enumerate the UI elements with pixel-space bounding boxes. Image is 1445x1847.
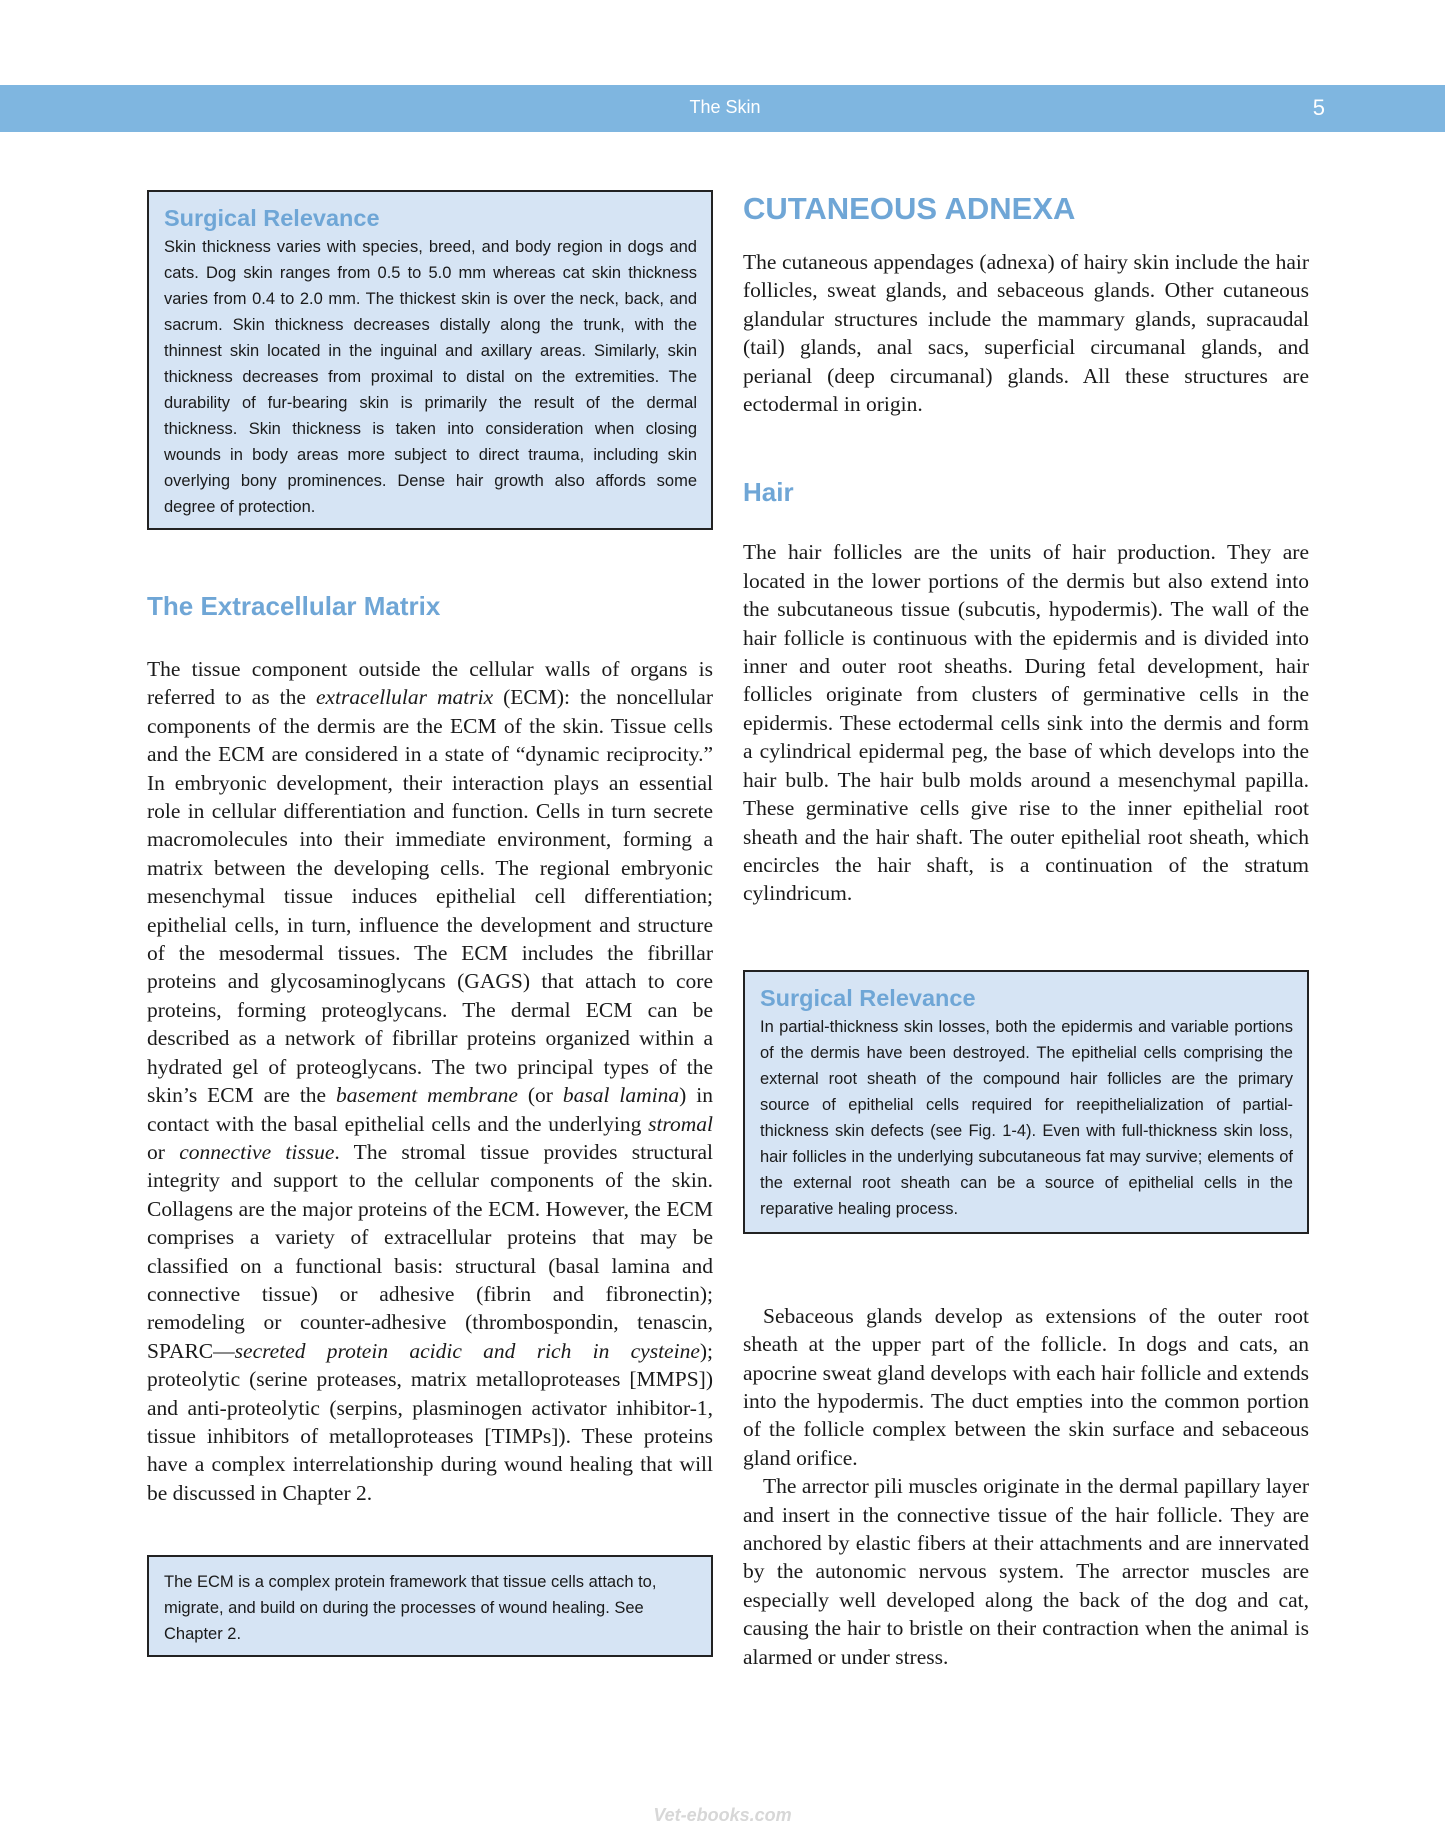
surgical-relevance-box-skin-thickness — [147, 190, 713, 530]
surgical-relevance-text: In partial-thickness skin losses, both the epidermis and variable portions of the dermis have been destroyed. The epithelial cells comprising the external root sheath of the compound hair follicles are the primary source of epithelial cells required for reepithelialization of partial-thickness skin defects (see Fig. 1-4). Even with full-thickness skin loss, hair follicles in the underlying subcutaneous fat may survive; elements of the external root sheath can be a source of epithelial cells in the reparative healing process. — [760, 1017, 1293, 1218]
ecm-paragraph: The tissue component outside the cellular walls of organs is referred to as the extracellular matrix (ECM): the noncellular components of the dermis are the ECM of the skin. Tissue cells and the ECM are considered in a state of “dynamic reciprocity.” In embryonic development, their interaction plays an essential role in cellular differentiation and function. Cells in turn secrete macromolecules into their immediate environment, forming a matrix between the developing cells. The regional embryonic mesenchymal tissue induces epithelial cell differentiation; epithelial cells, in turn, influence the development and structure of the mesodermal tissues. The ECM includes the fibrillar proteins and glycosaminoglycans (GAGS) that attach to core proteins, forming proteoglycans. The dermal ECM can be described as a network of fibrillar proteins organized within a hydrated gel of proteoglycans. The two principal types of the skin’s ECM are the basement membrane (or basal lamina) in contact with the basal epithelial cells and the underlying stromal or connective tissue. The stromal tissue provides structural integrity and support to the cellular components of the skin. Collagens are the major proteins of the ECM. However, the ECM comprises a variety of extracellular proteins that may be classified on a functional basis: structural (basal lamina and connective tissue) or adhesive (fibrin and fibronectin); remodeling or counter-adhesive (thrombospondin, tenascin, SPARC—secreted protein acidic and rich in cysteine); proteolytic (serine proteases, matrix metalloproteases [MMPS]) and anti-proteolytic (serpins, plasminogen activator inhibitor-1, tissue inhibitors of metalloproteases [TIMPs]). These proteins have a complex interrelationship during wound healing that will be discussed in Chapter 2. — [147, 657, 713, 1505]
arrector-paragraph: The arrector pili muscles originate in the dermal papillary layer and insert in the connective tissue of the hair follicle. They are anchored by elastic fibers at their attachments and are innervated by the autonomic nervous system. The arrector muscles are especially well developed along the back of the dog and cat, causing the hair to bristle on their contraction when the animal is alarmed or under stress. — [743, 1474, 1309, 1669]
watermark: Vet-ebooks.com — [653, 1805, 792, 1825]
running-title: The Skin — [689, 97, 761, 117]
surgical-relevance-title: Surgical Relevance — [164, 205, 380, 231]
surgical-relevance-text: Skin thickness varies with species, breed, and body region in dogs and cats. Dog skin ranges from 0.5 to 5.0 mm whereas cat skin thickness varies from 0.4 to 2.0 mm. The thickest skin is over the neck, back, and sacrum. Skin thickness decreases distally along the trunk, with the thinnest skin located in the inguinal and axillary areas. Similarly, skin thickness decreases from proximal to distal on the extremities. The durability of fur-bearing skin is primarily the result of the dermal thickness. Skin thickness is taken into consideration when closing wounds in body areas more subject to direct trauma, including skin overlying bony prominences. Dense hair growth also affords some degree of protection. — [164, 238, 697, 516]
running-header — [0, 85, 1445, 132]
right-column — [743, 190, 1309, 1671]
adnexa-paragraph: The cutaneous appendages (adnexa) of hairy skin include the hair follicles, sweat glands, and sebaceous glands. Other cutaneous glandular structures include the mammary glands, supracaudal (tail) glands, anal sacs, superficial circumanal glands, and perianal (deep circumanal) glands. All these structures are ectodermal in origin. — [743, 250, 1309, 417]
ecm-heading: The Extracellular Matrix — [147, 591, 441, 621]
sebaceous-paragraph: Sebaceous glands develop as extensions of the outer root sheath at the upper part of the follicle. In dogs and cats, an apocrine sweat gland develops with each hair follicle and extends into the hypodermis. The duct empties into the common portion of the follicle complex between the skin surface and sebaceous gland orifice. — [743, 1303, 1309, 1470]
ecm-summary-text: The ECM is a complex protein framework that tissue cells attach to, migrate, and build on during the processes of wound healing. See Chapter 2. — [164, 1573, 657, 1644]
surgical-relevance-title: Surgical Relevance — [760, 984, 976, 1011]
ecm-summary-box — [147, 1555, 713, 1657]
left-column — [147, 190, 713, 1657]
page-number: 5 — [1312, 95, 1325, 120]
hair-heading: Hair — [743, 477, 794, 508]
surgical-relevance-box-hair-follicles — [743, 970, 1309, 1234]
hair-paragraph: The hair follicles are the units of hair production. They are located in the lower portions of the dermis but also extend into the subcutaneous tissue (subcutis, hypodermis). The wall of the hair follicle is continuous with the epidermis and is divided into inner and outer root sheaths. During fetal development, hair follicles originate from clusters of germinative cells in the epidermis. These ectodermal cells sink into the dermis and form a cylindrical epidermal peg, the base of which develops into the hair bulb. The hair bulb molds around a mesenchymal papilla. These germinative cells give rise to the inner epithelial root sheath and the hair shaft. The outer epithelial root sheath, which encircles the hair shaft, is a continuation of the stratum cylindricum. — [743, 540, 1309, 906]
cutaneous-adnexa-heading: CUTANEOUS ADNEXA — [743, 191, 1076, 226]
